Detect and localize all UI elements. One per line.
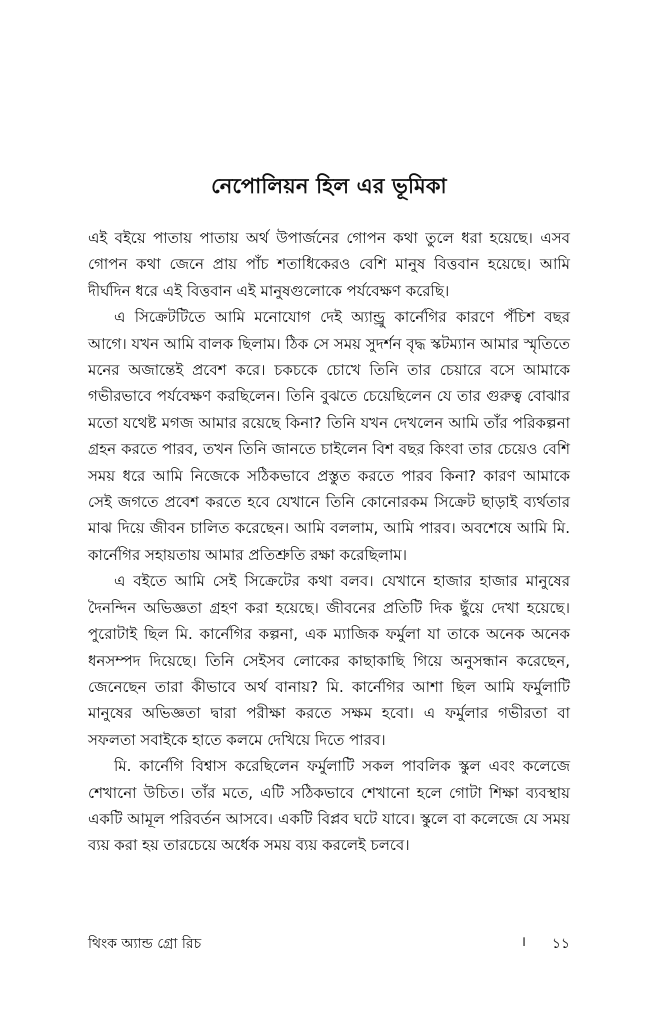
paragraph-3: এ বইতে আমি সেই সিক্রেটের কথা বলব। যেখানে হাজার হাজার মানুষের দৈনন্দিন অভিজ্ঞতা গ্রহণ করা হয়েছে। জীবনের প্রতিটি দিক ছুঁয়ে দেখা হয়েছে। পুরোটাই ছিল মি. কার্নেগির কল্পনা, এক ম্যাজিক ফর্মুলা যা তাকে অনেক অনেক ধনসম্পদ দিয়েছে। তিনি সেইসব লোকের কাছাকাছি গিয়ে অনুসন্ধান করেছেন, জেনেছেন তারা কীভাবে অর্থ বানায়? মি. কার্নেগির আশা ছিল আমি ফর্মুলাটি মানুষের অভিজ্ঞতা দ্বারা পরীক্ষা করতে সক্ষম হবো। এ ফর্মুলার গভীরতা বা সফলতা সবাইকে হাতে কলমে দেখিয়ে দিতে পারব। xyxy=(88,572,570,749)
body-text xyxy=(88,225,570,859)
footer-separator: । xyxy=(520,934,526,950)
page-number: ১১ xyxy=(551,936,570,952)
paragraph-4: মি. কার্নেগি বিশ্বাস করেছিলেন ফর্মুলাটি সকল পাবলিক স্কুল এবং কলেজে শেখানো উচিত। তাঁর মতে, এটি সঠিকভাবে শেখানো হলে গোটা শিক্ষা ব্যবস্থায় একটি আমূল পরিবর্তন আসবে। একটি বিপ্লব ঘটে যাবে। স্কুলে বা কলেজে যে সময় ব্যয় করা হয় তারচেয়ে অর্ধেক সময় ব্যয় করলেই চলবে। xyxy=(88,757,570,855)
footer-book-title: থিংক অ্যান্ড গ্রো রিচ xyxy=(88,936,202,952)
page-footer xyxy=(88,932,570,954)
chapter-title: নেপোলিয়ন হিল এর ভূমিকা xyxy=(211,174,447,198)
paragraph-2: এ সিক্রেটটিতে আমি মনোযোগ দেই অ্যান্ড্রু কার্নেগির কারণে পঁচিশ বছর আগে। যখন আমি বালক ছিলাম। ঠিক সে সময় সুদর্শন বৃদ্ধ স্কটম্যান আমার স্মৃতিতে মনের অজান্তেই প্রবেশ করে। চকচকে চোখে তিনি তার চেয়ারে বসে আমাকে গভীরভাবে পর্যবেক্ষণ করছিলেন। তিনি বুঝতে চেয়েছিলেন যে তার গুরুত্ব বোঝার মতো যথেষ্ট মগজ আমার রয়েছে কিনা? তিনি যখন দেখলেন আমি তাঁর পরিকল্পনা গ্রহন করতে পারব, তখন তিনি জানতে চাইলেন বিশ বছর কিংবা তার চেয়েও বেশি সময় ধরে আমি নিজেকে সঠিকভাবে প্রস্তুত করতে পারব কিনা? কারণ আমাকে সেই জগতে প্রবেশ করতে হবে যেখানে তিনি কোনোরকম সিক্রেট ছাড়াই ব্যর্থতার মাঝ দিয়ে জীবন চালিত করেছেন। আমি বললাম, আমি পারব। অবশেষে আমি মি. কার্নেগির সহায়তায় আমার প্রতিশ্রুতি রক্ষা করেছিলাম। xyxy=(88,308,570,564)
paragraph-1: এই বইয়ে পাতায় পাতায় অর্থ উপার্জনের গোপন কথা তুলে ধরা হয়েছে। এসব গোপন কথা জেনে প্রায় পাঁচ শতাধিকেরও বেশি মানুষ বিত্তবান হয়েছে। আমি দীর্ঘদিন ধরে এই বিত্তবান এই মানুষগুলোকে পর্যবেক্ষণ করেছি। xyxy=(88,229,570,300)
